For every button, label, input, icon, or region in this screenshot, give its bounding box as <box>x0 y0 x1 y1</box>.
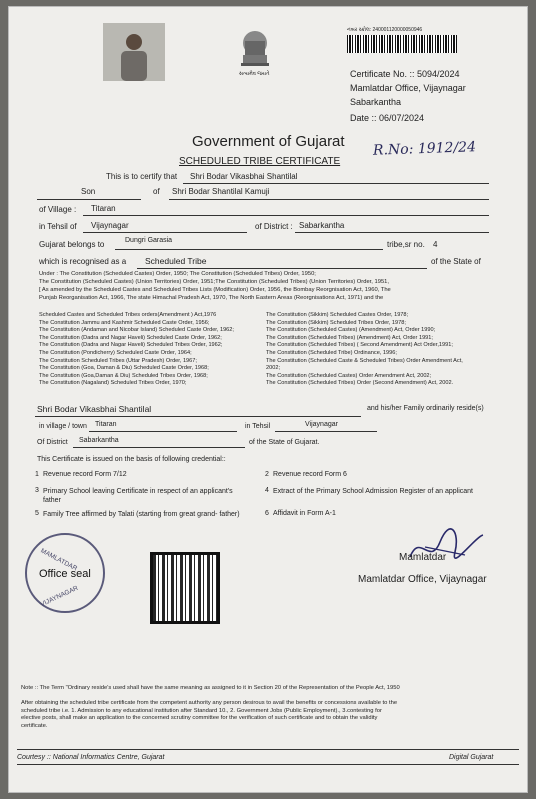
header-district: Sabarkantha <box>350 97 402 107</box>
credential-text: Primary School leaving Certificate in respect of an applicant's father <box>43 488 233 504</box>
tribe-underline <box>115 249 383 250</box>
office-seal-stamp <box>25 533 105 613</box>
relation-underline <box>37 199 141 200</box>
recognised-label: which is recognised as a <box>39 257 127 266</box>
national-emblem-icon <box>235 25 275 69</box>
tehsil-value: Vijaynagar <box>91 221 129 230</box>
father-underline <box>169 199 489 200</box>
note-text: Note :: The Term "Ordinary reside's used shall have the same meaning as assigned to it in Section 20 of the Representation of the People Act, 1950 <box>21 685 400 691</box>
handwritten-reference: R.No: 1912/24 <box>372 139 477 159</box>
order-item: Scheduled Castes and Scheduled Tribes orders(Amendment ) Act,1976 <box>39 312 217 318</box>
district2-label: Of District <box>37 439 68 446</box>
tehsil2-underline <box>275 431 377 432</box>
footer-line: certificate. <box>21 722 48 729</box>
seal-top-text: MAMLATDAR <box>39 547 79 573</box>
orders-right-column <box>266 312 463 388</box>
signatory-office: Mamlatdar Office, Vijaynagar <box>358 574 487 585</box>
order-item: The Constitution (Scheduled Tribes) Order (Second Amendment) Act, 2002. <box>266 380 454 387</box>
order-item: The Constitution (Scheduled Tribes) (Amendment) Act, Order 1991; <box>266 334 433 341</box>
residence-text: and his/her Family ordinarily reside(s) <box>367 405 484 412</box>
footer-line: scheduled tribe i.e. 1. Admission to any educational institution after Standard 10., 2. Government Jobs (Public Employment)., 3.contesting for <box>21 707 382 714</box>
basis-text: This Certificate is issued on the basis of following credential:: <box>37 456 226 463</box>
order-item: The Constitution (Dadra and Nagar Haveli) Scheduled Caste Order, 1962; <box>39 334 222 341</box>
state-gujarat: of the State of Gujarat. <box>249 439 320 446</box>
village-town-label: in village / town <box>39 423 87 430</box>
name-underline <box>183 183 489 184</box>
order-item: The Constitution (Scheduled Castes) (Amendment) Act, Order 1990; <box>266 327 436 334</box>
relation: Son <box>81 187 96 196</box>
footer-line: elective posts, shall make an application to the concerned scrutiny committee for the verification of such certificate and to obtain the validity <box>21 715 378 722</box>
barcode-text: નંબર સ્ક્રોલ: 240001120000050946 <box>347 27 423 33</box>
district-value: Sabarkantha <box>299 221 345 230</box>
credential-number: 5 <box>35 510 39 517</box>
person-name: Shri Bodar Vikasbhai Shantilal <box>190 172 298 181</box>
credential-text: Revenue record Form 6 <box>273 471 347 478</box>
seal-bottom-text: VIJAYNAGAR <box>39 584 80 609</box>
order-item: 2002; <box>266 365 280 372</box>
footer-line: After obtaining the scheduled tribe certificate from the competent authority any person desirous to avail the benefits or concessions available to the <box>21 700 398 706</box>
credential-text: Extract of the Primary School Admission Register of an applicant <box>273 488 473 495</box>
order-item: The Constitution (Scheduled Caste & Scheduled Tribes) Order Amendment Act, <box>266 357 463 364</box>
recognised-value: Scheduled Tribe <box>145 256 207 266</box>
under-line-1: Under : The Constitution (Scheduled Castes) Order, 1950; The Constitution (Scheduled Tribes) Order, 1950; <box>39 271 316 277</box>
under-line-2: The Constitution (Scheduled Castes) (Union Territories) Order, 1951;The Constitution (Scheduled Tribes) (Union Territories) Order, 1951, <box>39 279 390 285</box>
order-item: The Constitution (Nagaland) Scheduled Tribes Order, 1970; <box>39 380 187 387</box>
certificate-number: Certificate No. :: 5094/2024 <box>350 69 460 79</box>
of-label: of <box>153 187 160 196</box>
footer-rule-bottom <box>17 764 519 765</box>
district-label: of District : <box>255 222 293 231</box>
residence-underline <box>35 416 361 417</box>
tribe-number: 4 <box>433 240 438 249</box>
credential-text: Affidavit in Form A-1 <box>273 510 336 517</box>
father-name: Shri Bodar Shantilal Kamuji <box>172 187 270 196</box>
courtesy-text: Courtesy :: National Informatics Centre, Gujarat <box>17 754 165 761</box>
order-item: The Constitution Jammu and Kashmir Scheduled Caste Order, 1956; <box>39 319 210 326</box>
certificate-title: SCHEDULED TRIBE CERTIFICATE <box>179 156 341 167</box>
district-underline <box>295 232 489 233</box>
district2-underline <box>73 447 245 448</box>
order-item: The Constitution (Scheduled Tribe) Ordinance, 1996; <box>266 349 397 356</box>
barcode <box>347 35 457 53</box>
credential-number: 6 <box>265 510 269 517</box>
credential-number: 4 <box>265 487 269 494</box>
tehsil2-label: in Tehsil <box>245 423 271 430</box>
under-line-4: Punjab Reorganisation Act, 1966, The state Himachal Pradesh Act, 1970, The North Eastern Areas (Reorgnisations Act, 1971) and the <box>39 295 384 301</box>
state-label: of the State of <box>431 257 481 266</box>
order-item: The Constitution (Sikkim) Scheduled Castes Order, 1978; <box>266 312 409 318</box>
credential-number: 2 <box>265 471 269 478</box>
village-value: Titaran <box>91 204 116 213</box>
village-underline <box>83 215 489 216</box>
recognised-underline <box>137 268 427 269</box>
credential-number: 3 <box>35 487 39 494</box>
order-item: The Constitution (Goa,Daman & Diu) Scheduled Tribes Order, 1968; <box>39 372 208 379</box>
order-item: The Constitution Scheduled Tribes (Uttar Pradesh) Order, 1967; <box>39 357 197 364</box>
tehsil2-value: Vijaynagar <box>305 421 338 428</box>
order-item: The Constitution (Scheduled Castes) Order Amendment Act, 2002; <box>266 372 432 379</box>
applicant-photo <box>103 23 165 81</box>
order-item: The Constitution (Scheduled Tribes) ( Second Amendment) Act Order,1991; <box>266 342 453 349</box>
district2-value: Sabarkantha <box>79 437 119 444</box>
certificate-date: Date :: 06/07/2024 <box>350 113 425 123</box>
tehsil-label: in Tehsil of <box>39 222 77 231</box>
government-title: Government of Gujarat <box>192 133 345 150</box>
residence-name: Shri Bodar Vikasbhai Shantilal <box>37 404 152 414</box>
tribe-number-label: tribe,sr no. <box>387 240 425 249</box>
village-label: of Village : <box>39 205 77 214</box>
order-item: The Constitution (Dadra and Nagar Haveli) Scheduled Tribes Order, 1962; <box>39 342 223 349</box>
certify-label: This is to certify that <box>106 172 178 181</box>
credential-text: Revenue record Form 7/12 <box>43 471 127 478</box>
belongs-label: Gujarat belongs to <box>39 240 105 249</box>
office-name: Mamlatdar Office, Vijaynagar <box>350 83 466 93</box>
footer-notice <box>21 700 397 730</box>
footer-rule-top <box>17 749 519 750</box>
certificate-page <box>8 6 528 793</box>
signatory-title: Mamlatdar <box>399 552 447 563</box>
credential-text: Family Tree affirmed by Talati (starting from great grand- father) <box>43 511 240 518</box>
order-item: The Constitution (Andaman and Nicobar Island) Scheduled Caste Order, 1962; <box>39 327 234 334</box>
tehsil-underline <box>83 232 247 233</box>
village-town-value: Titaran <box>95 421 117 428</box>
tribe-name: Dungri Garasia <box>125 237 173 244</box>
orders-left-column <box>39 312 234 388</box>
village-town-underline <box>89 431 237 432</box>
digital-gujarat-text: Digital Gujarat <box>449 754 494 761</box>
order-item: The Constitution (Sikkim) Scheduled Tribes Order, 1978; <box>266 319 406 326</box>
credential-number: 1 <box>35 471 39 478</box>
emblem-caption: સત્યમેવ જયતે <box>239 71 270 77</box>
order-item: The Constitution (Goa, Daman & Diu) Scheduled Caste Order, 1968; <box>39 365 209 372</box>
seal-center-text: Office seal <box>39 568 91 580</box>
under-line-3: [ As amended by the Scheduled Castes and Scheduled Tribes Lists (Modification) Order, 1956, the Bombay Reorgnisation Act, 1960, The <box>39 287 391 293</box>
qr-code <box>150 552 220 624</box>
order-item: The Constitution (Pondicherry) Scheduled Caste Order, 1964; <box>39 349 192 356</box>
